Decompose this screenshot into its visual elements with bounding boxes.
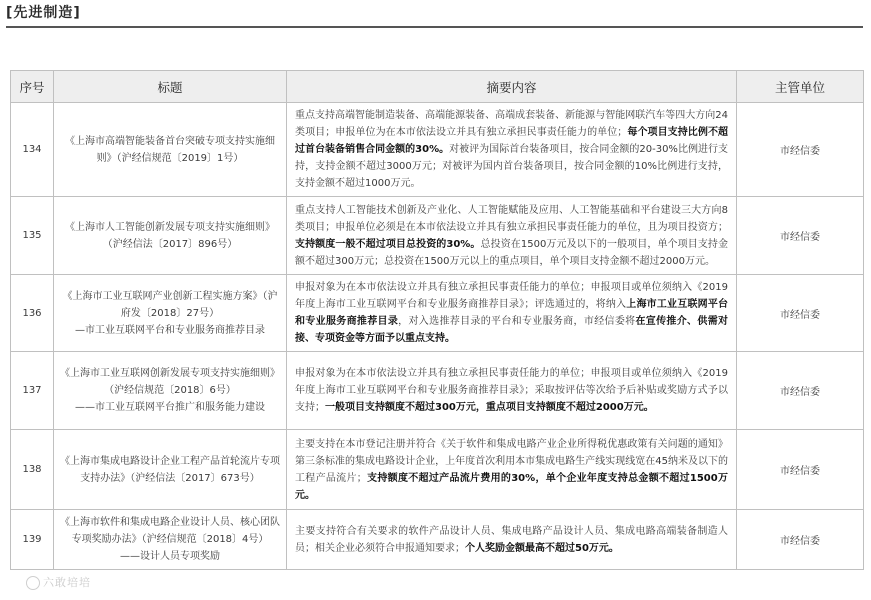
summary-text: 重点支持高端智能制造装备、高端能源装备、高端成套装备、新能源与智能网联汽车等四大方向24类项目；申报单位为在本市依法设立并具有独立承担民事责任能力的单位； xyxy=(295,110,728,138)
header-rule xyxy=(6,26,863,28)
row-title xyxy=(54,197,287,275)
row-title xyxy=(54,430,287,510)
row-number: 135 xyxy=(11,197,54,275)
row-title xyxy=(54,103,287,197)
summary-text: 主要支持符合有关要求的软件产品设计人员、集成电路产品设计人员、集成电路高端装备制造人员；相关企业必须符合申报通知要求； xyxy=(295,525,728,554)
row-department: 市经信委 xyxy=(737,275,864,352)
summary-highlight: 在宣传推介、供需对接、专项资金等方面予以重点支持。 xyxy=(295,316,729,344)
policy-title: 《上海市人工智能创新发展专项支持实施细则》（沪经信法〔2017〕896号） xyxy=(65,221,275,250)
row-title xyxy=(54,510,287,570)
table-row xyxy=(11,352,864,430)
summary-text: 总投资在1500万元及以下的一般项目，单个项目支持金额不超过300万元；总投资在1500万元以上的重点项目，单个项目支持金额不超过2000万元。 xyxy=(295,238,729,267)
row-department: 市经信委 xyxy=(737,352,864,430)
row-number: 136 xyxy=(11,275,54,352)
watermark-logo-icon xyxy=(26,576,40,590)
summary-text: 对被评为国际首台装备项目，按合同金额的20-30%比例进行支持，支持金额不超过3000万元；对被评为国内首台装备项目，按合同金额的10%比例进行支持，支持金额不超过1000万元。 xyxy=(295,144,729,189)
summary-text: 重点支持人工智能技术创新及产业化、人工智能赋能及应用、人工智能基础和平台建设三大方向8类项目；申报单位必须是在本市依法设立并具有独立承担民事责任能力的单位，且为项目投资方； xyxy=(295,204,728,233)
summary-highlight: 上海市工业互联网平台和专业服务商推荐目录 xyxy=(295,299,729,327)
row-title xyxy=(54,352,287,430)
policy-title: 《上海市工业互联网产业创新工程实施方案》（沪府发〔2018〕27号） xyxy=(62,290,278,319)
table-row xyxy=(11,103,864,197)
summary-highlight: 个人奖励金额最高不超过50万元。 xyxy=(465,542,619,554)
header-dept: 主管单位 xyxy=(737,71,864,103)
policy-subtitle: ——市工业互联网平台推广和服务能力建设 xyxy=(75,402,265,413)
row-summary xyxy=(287,275,737,352)
policy-subtitle: —市工业互联网平台和专业服务商推荐目录 xyxy=(75,324,265,336)
table-row xyxy=(11,197,864,275)
row-summary xyxy=(287,197,737,275)
policy-title: 《上海市工业互联网创新发展专项支持实施细则》（沪经信规范〔2018〕6号） xyxy=(60,368,280,396)
policy-title: 《上海市集成电路设计企业工程产品首轮流片专项支持办法》（沪经信法〔2017〕673号） xyxy=(60,455,280,484)
summary-highlight: 支持额度一般不超过项目总投资的30%。 xyxy=(295,238,481,250)
policy-title: 《上海市高端智能装备首台突破专项支持实施细则》（沪经信规范〔2019〕1号） xyxy=(65,135,275,164)
row-department: 市经信委 xyxy=(737,103,864,197)
row-number: 139 xyxy=(11,510,54,570)
row-summary xyxy=(287,430,737,510)
policy-subtitle: ——设计人员专项奖励 xyxy=(120,551,220,562)
table-row xyxy=(11,510,864,570)
summary-highlight: 支持额度不超过产品流片费用的30%，单个企业年度支持总金额不超过1500万元。 xyxy=(295,472,728,501)
summary-text: 主要支持在本市登记注册并符合《关于软件和集成电路产业企业所得税优惠政策有关问题的通知》第三条标准的集成电路设计企业，上年度首次利用本市集成电路生产线实现线宽在45纳米及以下的工程产品流片； xyxy=(295,438,728,484)
header-summary: 摘要内容 xyxy=(287,71,737,103)
summary-text: ，对入选推荐目录的平台和专业服务商，市经信委将 xyxy=(398,316,636,327)
row-title xyxy=(54,275,287,352)
row-number: 138 xyxy=(11,430,54,510)
summary-highlight: 一般项目支持额度不超过300万元，重点项目支持额度不超过2000万元。 xyxy=(325,402,654,413)
header-num: 序号 xyxy=(11,71,54,103)
summary-highlight: 每个项目支持比例不超过首台装备销售合同金额的30%。 xyxy=(295,127,729,155)
summary-text: 申报对象为在本市依法设立并具有独立承担民事责任能力的单位；申报项目或单位须纳入《2019年度上海市工业互联网平台和专业服务商推荐目录》；评选通过的，将纳入 xyxy=(295,282,728,310)
policy-title: 《上海市软件和集成电路企业设计人员、核心团队专项奖励办法》（沪经信规范〔2018〕4号） xyxy=(60,517,280,545)
summary-text: 申报对象为在本市依法设立并具有独立承担民事责任能力的单位；申报项目或单位须纳入《2019年度上海市工业互联网平台和专业服务商推荐目录》；采取按评估等次给予后补贴或奖励方式予以支持； xyxy=(295,368,728,413)
row-department: 市经信委 xyxy=(737,430,864,510)
row-summary xyxy=(287,510,737,570)
watermark: 六敢培培 xyxy=(26,574,91,590)
row-department: 市经信委 xyxy=(737,510,864,570)
row-number: 134 xyxy=(11,103,54,197)
row-summary xyxy=(287,352,737,430)
header-title: 标题 xyxy=(54,71,287,103)
row-department: 市经信委 xyxy=(737,197,864,275)
section-header: [先进制造] xyxy=(6,5,81,21)
table-row xyxy=(11,275,864,352)
policy-table xyxy=(10,70,864,570)
table-header-row xyxy=(11,71,864,103)
table-row xyxy=(11,430,864,510)
row-summary xyxy=(287,103,737,197)
row-number: 137 xyxy=(11,352,54,430)
